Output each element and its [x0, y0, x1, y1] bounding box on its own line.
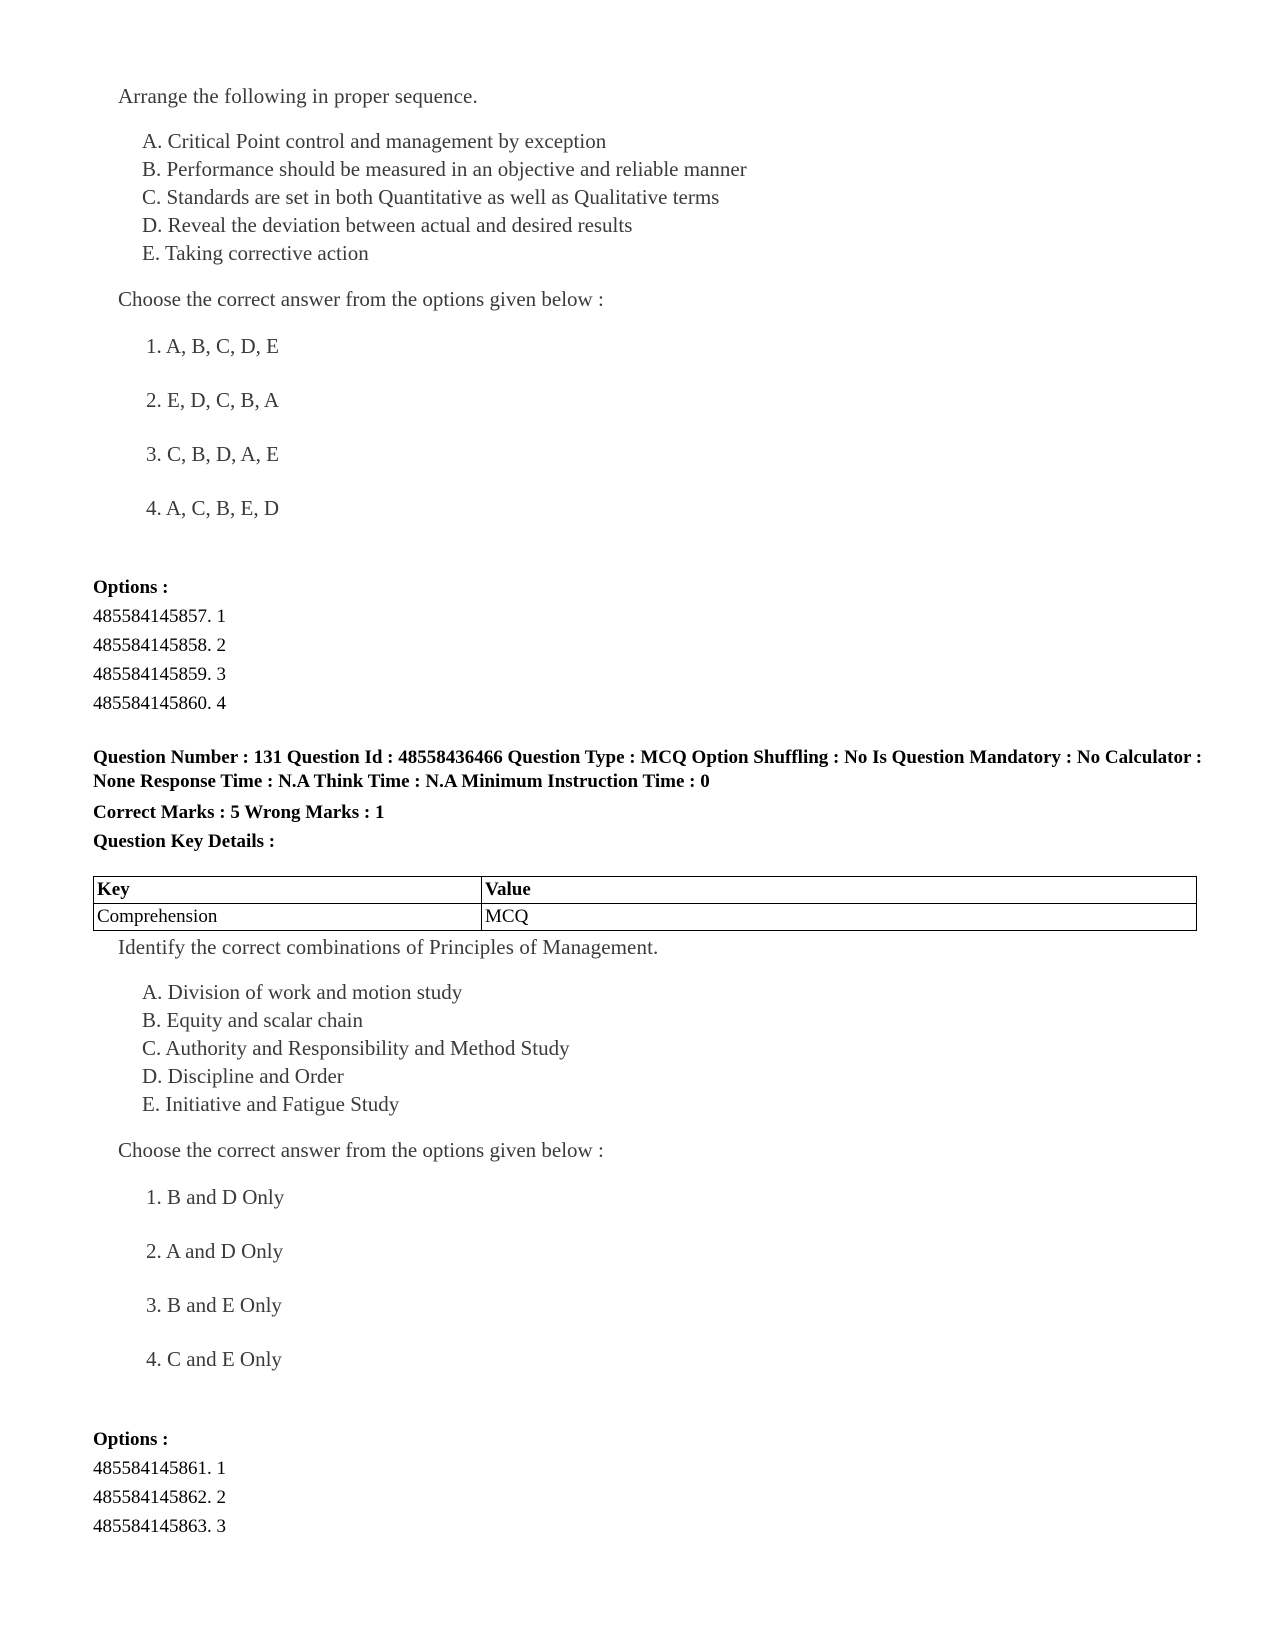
- statement: B. Equity and scalar chain: [142, 1008, 364, 1032]
- option-id: 485584145862. 2: [93, 1487, 226, 1508]
- question-key-details-label: Question Key Details :: [93, 831, 276, 852]
- option-id: 485584145859. 3: [93, 664, 226, 685]
- option-id: 485584145860. 4: [93, 693, 226, 714]
- question2-statements: [142, 978, 878, 1118]
- options-label: Options :: [93, 577, 169, 598]
- table-row: [94, 904, 1197, 931]
- table-header: Key: [94, 877, 482, 904]
- statement: D. Discipline and Order: [142, 1064, 344, 1088]
- choice: 1. A, B, C, D, E: [146, 334, 280, 358]
- question1-statements: [142, 127, 878, 267]
- table-header: Value: [482, 877, 1197, 904]
- question1-stem: Arrange the following in proper sequence.: [118, 84, 478, 108]
- question2-choices: [146, 1185, 878, 1377]
- table-cell: MCQ: [482, 904, 1197, 931]
- choice: 3. B and E Only: [146, 1293, 282, 1317]
- question2-options: [93, 1425, 226, 1541]
- statement: A. Division of work and motion study: [142, 980, 463, 1004]
- question-marks: Correct Marks : 5 Wrong Marks : 1: [93, 802, 385, 823]
- question2-choose-text: Choose the correct answer from the options given below :: [118, 1138, 604, 1162]
- question1-choices: [146, 334, 878, 526]
- question1-options: [93, 573, 226, 718]
- table-header-row: [94, 877, 1197, 904]
- statement: B. Performance should be measured in an objective and reliable manner: [142, 157, 747, 181]
- choice: 2. A and D Only: [146, 1239, 284, 1263]
- option-id: 485584145858. 2: [93, 635, 226, 656]
- statement: A. Critical Point control and management by exception: [142, 129, 607, 153]
- choice: 1. B and D Only: [146, 1185, 285, 1209]
- question1-image: [118, 84, 878, 550]
- option-id: 485584145857. 1: [93, 606, 226, 627]
- question2-stem: Identify the correct combinations of Principles of Management.: [118, 935, 659, 959]
- options-label: Options :: [93, 1429, 169, 1450]
- question1-choose-text: Choose the correct answer from the options given below :: [118, 287, 604, 311]
- option-id: 485584145863. 3: [93, 1516, 226, 1537]
- choice: 4. A, C, B, E, D: [146, 496, 280, 520]
- statement: E. Taking corrective action: [142, 241, 369, 265]
- table-cell: Comprehension: [94, 904, 482, 931]
- statement: C. Standards are set in both Quantitative as well as Qualitative terms: [142, 185, 720, 209]
- choice: 3. C, B, D, A, E: [146, 442, 280, 466]
- choice: 4. C and E Only: [146, 1347, 282, 1371]
- statement: E. Initiative and Fatigue Study: [142, 1092, 400, 1116]
- choice: 2. E, D, C, B, A: [146, 388, 280, 412]
- question-meta: Question Number : 131 Question Id : 48558436466 Question Type : MCQ Option Shuffling : No Is Question Mandatory : No Calculator : None Response Time : N.A Think Time : N.A Minimum Instruction Time : 0: [93, 747, 1203, 792]
- question-key-table: [93, 876, 1197, 931]
- statement: C. Authority and Responsibility and Method Study: [142, 1036, 570, 1060]
- statement: D. Reveal the deviation between actual and desired results: [142, 213, 633, 237]
- option-id: 485584145861. 1: [93, 1458, 226, 1479]
- question2-image: [118, 935, 878, 1401]
